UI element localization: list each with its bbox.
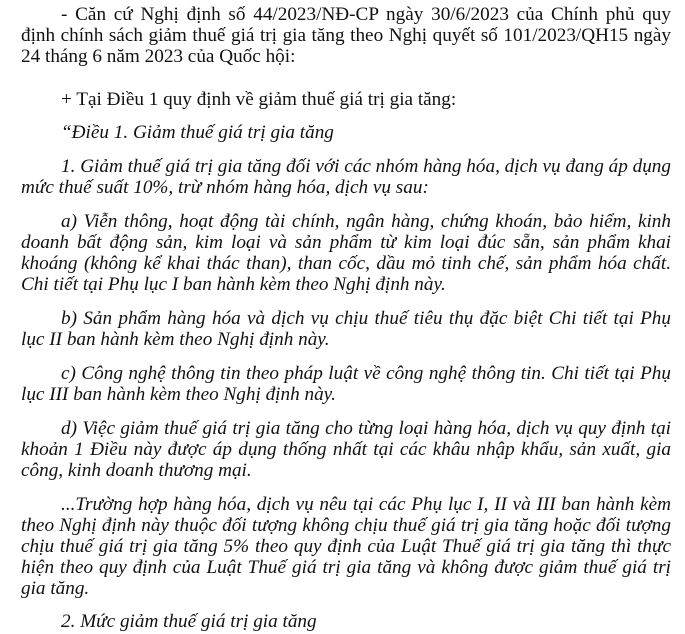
item-b-paragraph: b) Sản phẩm hàng hóa và dịch vụ chịu thuế tiêu thụ đặc biệt Chi tiết tại Phụ lục II ban hành kèm theo Nghị định này. [21,308,671,350]
article-title: “Điều 1. Giảm thuế giá trị gia tăng [61,122,334,143]
item-a-paragraph: a) Viễn thông, hoạt động tài chính, ngân hàng, chứng khoán, bảo hiểm, kinh doanh bất động sản, kim loại và sản phẩm từ kim loại đúc sẵn, sản phẩm khai khoáng (không kể khai thác than), than cốc, dầu mỏ tinh chế, sản phẩm hóa chất. Chi tiết tại Phụ lục I ban hành kèm theo Nghị định này. [21,211,671,295]
item-d-paragraph: d) Việc giảm thuế giá trị gia tăng cho từng loại hàng hóa, dịch vụ quy định tại khoản 1 Điều này được áp dụng thống nhất tại các khâu nhập khẩu, sản xuất, gia công, kinh doanh thương mại. [21,418,671,481]
clause-1-paragraph: 1. Giảm thuế giá trị gia tăng đối với các nhóm hàng hóa, dịch vụ đang áp dụng mức thuế suất 10%, trừ nhóm hàng hóa, dịch vụ sau: [21,156,671,198]
clause-2-heading: 2. Mức giảm thuế giá trị gia tăng [61,611,317,632]
decree-citation-paragraph: - Căn cứ Nghị định số 44/2023/NĐ-CP ngày 30/6/2023 của Chính phủ quy định chính sách giảm thuế giá trị gia tăng theo Nghị quyết số 101/2023/QH15 ngày 24 tháng 6 năm 2023 của Quốc hội: [21,4,671,67]
article-reference-paragraph: + Tại Điều 1 quy định về giảm thuế giá trị gia tăng: [61,89,457,110]
exception-paragraph: ...Trường hợp hàng hóa, dịch vụ nêu tại các Phụ lục I, II và III ban hành kèm theo Nghị định này thuộc đối tượng không chịu thuế giá trị gia tăng hoặc đối tượng chịu thuế giá trị gia tăng 5% theo quy định của Luật Thuế giá trị gia tăng thì thực hiện theo quy định của Luật Thuế giá trị gia tăng và không được giảm thuế giá trị gia tăng. [21,494,671,599]
item-c-paragraph: c) Công nghệ thông tin theo pháp luật về công nghệ thông tin. Chi tiết tại Phụ lục III ban hành kèm theo Nghị định này. [21,363,671,405]
